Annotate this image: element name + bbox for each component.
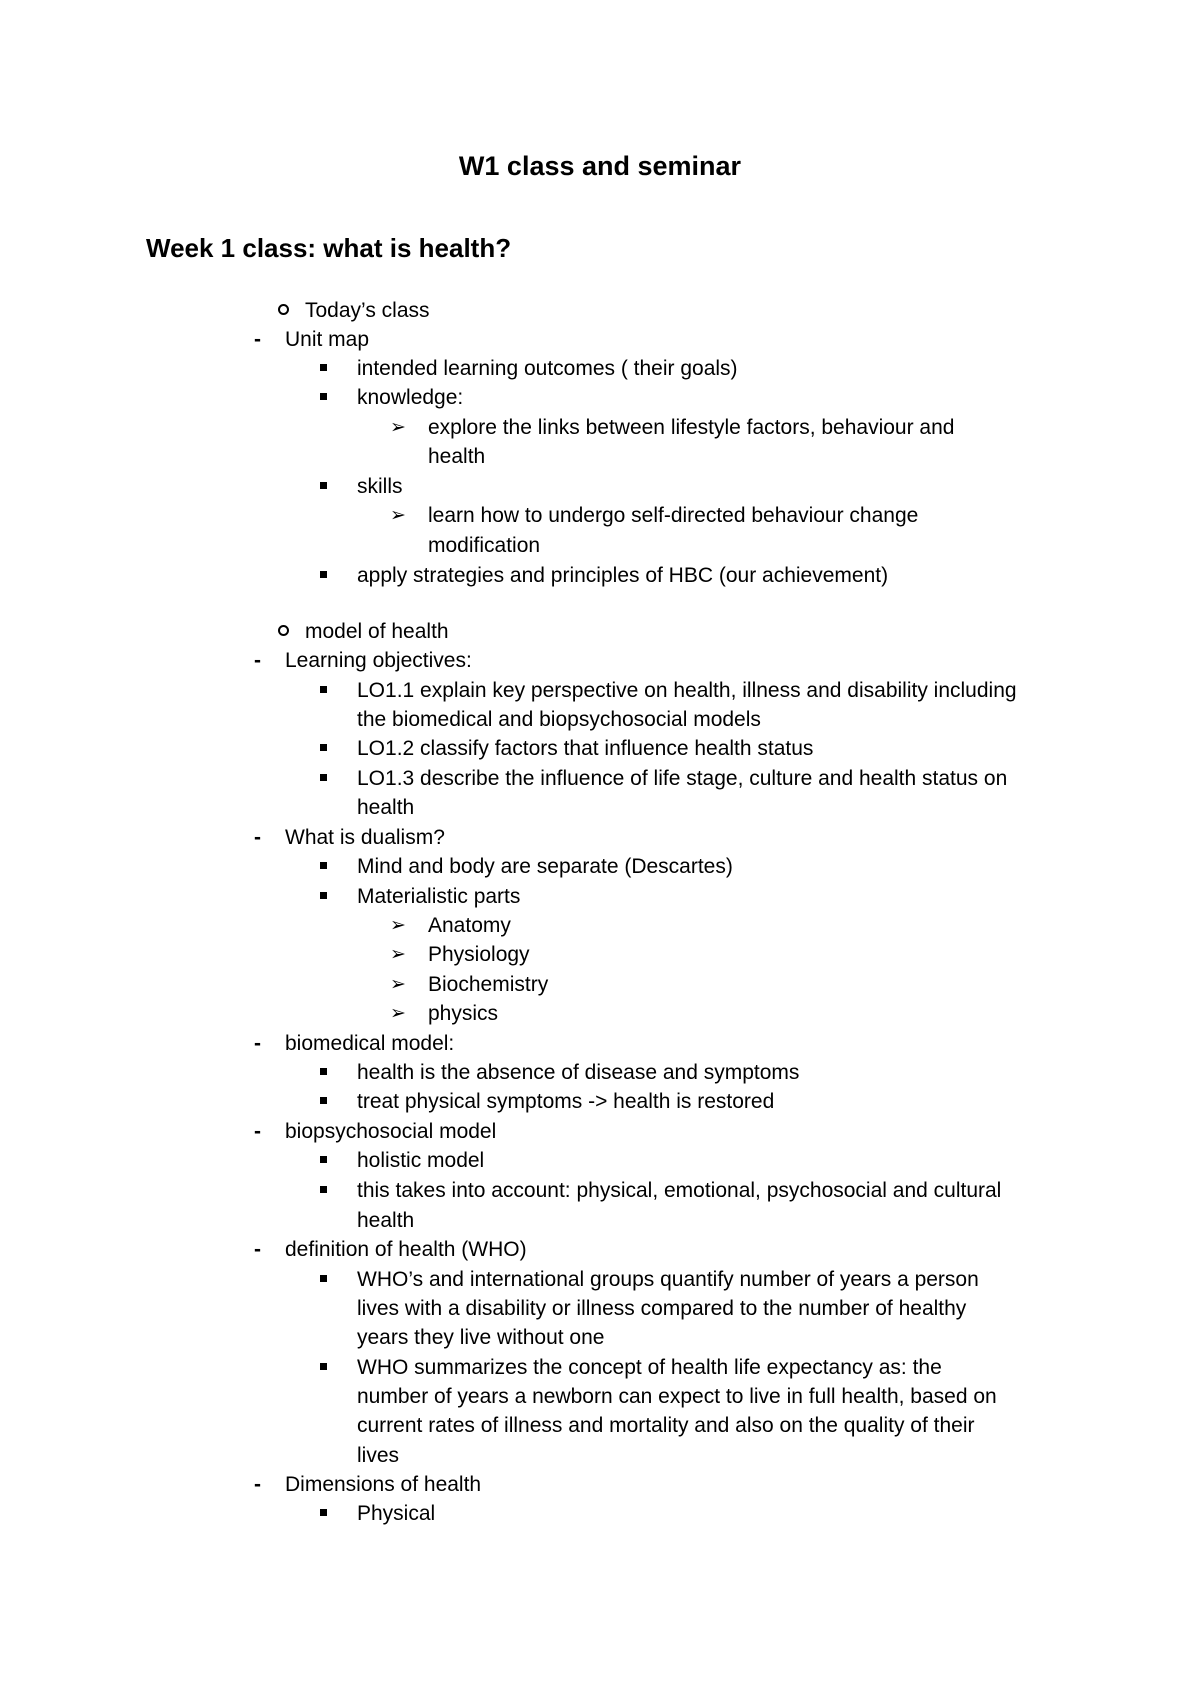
- list-item: apply strategies and principles of HBC (our achievement): [357, 564, 889, 587]
- square-bullet-icon: [320, 1499, 327, 1528]
- dash-bullet-icon: -: [254, 1473, 261, 1496]
- list-item: What is dualism?: [285, 826, 445, 849]
- dash-bullet-icon: -: [254, 1238, 261, 1261]
- arrow-bullet-icon: ➢: [390, 915, 406, 936]
- arrow-bullet-icon: ➢: [390, 417, 406, 438]
- list-item: years they live without one: [357, 1326, 605, 1349]
- list-item: Physical: [357, 1502, 436, 1525]
- dash-bullet-icon: -: [254, 649, 261, 672]
- list-item: Materialistic parts: [357, 885, 521, 908]
- square-bullet-icon: [320, 1353, 327, 1382]
- dash-bullet-icon: -: [254, 1032, 261, 1055]
- circle-bullet-icon: [276, 296, 290, 325]
- list-item: LO1.1 explain key perspective on health, illness and disability including: [357, 679, 1017, 702]
- list-item: health: [357, 796, 415, 819]
- arrow-bullet-icon: ➢: [390, 974, 406, 995]
- list-item: the biomedical and biopsychosocial models: [357, 708, 761, 731]
- square-bullet-icon: [320, 1087, 327, 1116]
- list-item: skills: [357, 475, 403, 498]
- square-bullet-icon: [320, 676, 327, 705]
- section-heading: Week 1 class: what is health?: [146, 233, 512, 263]
- list-item: Learning objectives:: [285, 649, 472, 672]
- list-item: Today’s class: [305, 299, 430, 322]
- list-item: Dimensions of health: [285, 1473, 482, 1496]
- dash-bullet-icon: -: [254, 1120, 261, 1143]
- list-item: biomedical model:: [285, 1032, 455, 1055]
- list-item: model of health: [305, 620, 449, 643]
- arrow-bullet-icon: ➢: [390, 505, 406, 526]
- arrow-bullet-icon: ➢: [390, 1003, 406, 1024]
- circle-bullet-icon: [276, 617, 290, 646]
- list-item: WHO summarizes the concept of health life expectancy as: the: [357, 1356, 942, 1379]
- page-title: W1 class and seminar: [458, 151, 742, 181]
- list-item: Unit map: [285, 328, 370, 351]
- square-bullet-icon: [320, 354, 327, 383]
- list-item: health is the absence of disease and symptoms: [357, 1061, 800, 1084]
- list-item: physics: [428, 1002, 499, 1025]
- list-item: learn how to undergo self-directed behaviour change: [428, 504, 919, 527]
- arrow-bullet-icon: ➢: [390, 944, 406, 965]
- square-bullet-icon: [320, 734, 327, 763]
- square-bullet-icon: [320, 764, 327, 793]
- list-item: lives with a disability or illness compared to the number of healthy: [357, 1297, 967, 1320]
- list-item: current rates of illness and mortality and also on the quality of their: [357, 1414, 975, 1437]
- list-item: Anatomy: [428, 914, 511, 937]
- list-item: LO1.2 classify factors that influence health status: [357, 737, 814, 760]
- list-item: number of years a newborn can expect to live in full health, based on: [357, 1385, 997, 1408]
- list-item: this takes into account: physical, emotional, psychosocial and cultural: [357, 1179, 1002, 1202]
- list-item: explore the links between lifestyle factors, behaviour and: [428, 416, 955, 439]
- square-bullet-icon: [320, 1146, 327, 1175]
- list-item: intended learning outcomes ( their goals): [357, 357, 738, 380]
- list-item: Mind and body are separate (Descartes): [357, 855, 733, 878]
- list-item: treat physical symptoms -> health is restored: [357, 1090, 775, 1113]
- square-bullet-icon: [320, 1058, 327, 1087]
- square-bullet-icon: [320, 561, 327, 590]
- list-item: LO1.3 describe the influence of life stage, culture and health status on: [357, 767, 1008, 790]
- list-item: modification: [428, 534, 541, 557]
- list-item: Physiology: [428, 943, 530, 966]
- list-item: biopsychosocial model: [285, 1120, 497, 1143]
- square-bullet-icon: [320, 383, 327, 412]
- list-item: lives: [357, 1444, 400, 1467]
- list-item: health: [428, 445, 486, 468]
- square-bullet-icon: [320, 882, 327, 911]
- list-item: definition of health (WHO): [285, 1238, 527, 1261]
- list-item: knowledge:: [357, 386, 464, 409]
- list-item: holistic model: [357, 1149, 485, 1172]
- square-bullet-icon: [320, 472, 327, 501]
- square-bullet-icon: [320, 1265, 327, 1294]
- list-item: Biochemistry: [428, 973, 549, 996]
- dash-bullet-icon: -: [254, 826, 261, 849]
- list-item: health: [357, 1209, 415, 1232]
- square-bullet-icon: [320, 852, 327, 881]
- dash-bullet-icon: -: [254, 328, 261, 351]
- square-bullet-icon: [320, 1176, 327, 1205]
- list-item: WHO’s and international groups quantify number of years a person: [357, 1268, 979, 1291]
